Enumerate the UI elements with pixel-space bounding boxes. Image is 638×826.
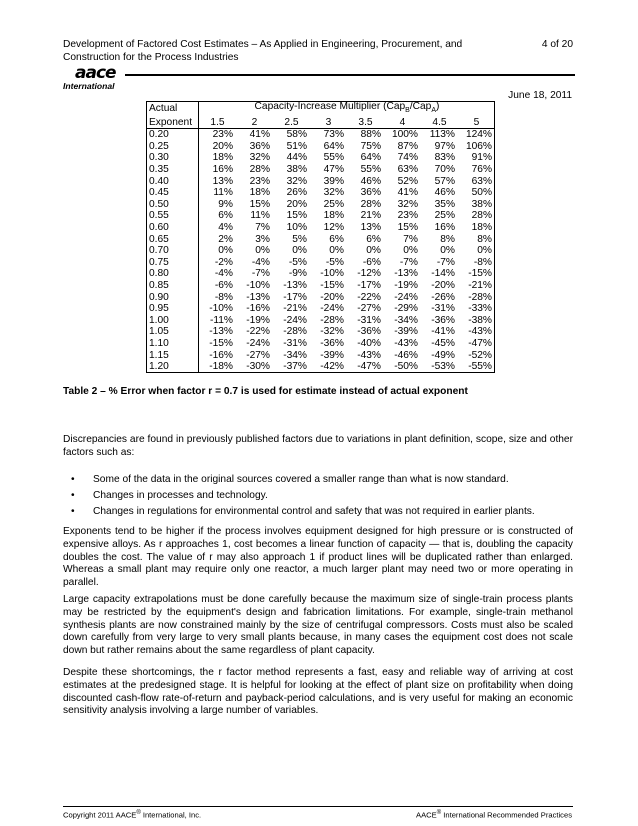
table-header-row-1 bbox=[146, 101, 495, 117]
table-row bbox=[146, 234, 495, 246]
error-cell: 0% bbox=[329, 245, 344, 257]
error-cell: -7% bbox=[399, 256, 418, 268]
error-cell: 8% bbox=[440, 233, 455, 245]
exponent-cell: 0.60 bbox=[146, 222, 199, 234]
error-cell: 20% bbox=[286, 198, 307, 210]
exponent-cell: 0.40 bbox=[146, 176, 199, 188]
exponent-cell: 0.85 bbox=[146, 280, 199, 292]
error-cell: -7% bbox=[436, 256, 455, 268]
error-cell: 87% bbox=[397, 140, 418, 152]
logo-subtitle: International bbox=[63, 81, 115, 91]
table-row bbox=[146, 152, 495, 164]
multiplier-header: 2 bbox=[236, 117, 273, 129]
multiplier-header: 3 bbox=[310, 117, 347, 129]
error-cell: 18% bbox=[249, 187, 270, 199]
error-cell: -20% bbox=[431, 279, 455, 291]
table-row bbox=[146, 361, 495, 373]
error-cell: -39% bbox=[320, 349, 344, 361]
error-cell: -24% bbox=[246, 337, 270, 349]
error-cell: -11% bbox=[209, 314, 233, 326]
table-row bbox=[146, 350, 495, 362]
error-cell: 32% bbox=[249, 152, 270, 164]
error-cell: 23% bbox=[249, 175, 270, 187]
error-cell: -18% bbox=[209, 361, 233, 373]
error-cell: 25% bbox=[323, 198, 344, 210]
error-cell: 23% bbox=[212, 129, 233, 141]
error-cell: -6% bbox=[214, 279, 233, 291]
error-cell: 9% bbox=[218, 198, 233, 210]
error-cell: 73% bbox=[323, 129, 344, 141]
table-row bbox=[146, 199, 495, 211]
error-table-container bbox=[146, 101, 495, 373]
error-cell: 32% bbox=[286, 175, 307, 187]
multiplier-header: 5 bbox=[458, 117, 495, 129]
error-cell: -19% bbox=[394, 279, 418, 291]
error-cell: -34% bbox=[283, 349, 307, 361]
error-cell: 26% bbox=[286, 187, 307, 199]
error-cell: -36% bbox=[431, 314, 455, 326]
error-cell: -17% bbox=[357, 279, 381, 291]
exponent-cell: 0.65 bbox=[146, 234, 199, 246]
exponent-cell: 0.50 bbox=[146, 199, 199, 211]
error-cell: 0% bbox=[440, 245, 455, 257]
table-caption: Table 2 – % Error when factor r = 0.7 is used for estimate instead of actual exponent bbox=[63, 386, 468, 397]
error-cell: 55% bbox=[323, 152, 344, 164]
error-cell: -29% bbox=[394, 303, 418, 315]
table-row bbox=[146, 292, 495, 304]
exponent-cell: 0.25 bbox=[146, 141, 199, 153]
table-row bbox=[146, 315, 495, 327]
error-cell: -28% bbox=[468, 291, 492, 303]
error-cell: 16% bbox=[212, 164, 233, 175]
error-cell: -13% bbox=[283, 279, 307, 291]
exponent-cell: 0.20 bbox=[146, 129, 199, 141]
table-row bbox=[146, 245, 495, 257]
paragraph-2: Exponents tend to be higher if the process involves equipment designed for high pressure or is constructed of expensive alloys. As r approaches 1, cost becomes a linear function of capacity — that is, doubling the capacity doubles the cost. The value of r may also approach 1 if product lines will be duplicated rather than enlarged. Whereas a small plant may require only one reactor, a much larger plant may need two or more operating in parallel. bbox=[63, 526, 573, 589]
error-cell: 35% bbox=[434, 198, 455, 210]
table-row bbox=[146, 164, 495, 176]
error-cell: 36% bbox=[249, 140, 270, 152]
error-cell: -4% bbox=[214, 268, 233, 280]
page-number: 4 of 20 bbox=[541, 39, 573, 50]
error-cell: 11% bbox=[213, 187, 233, 199]
error-cell: -43% bbox=[394, 337, 418, 349]
error-cell: 76% bbox=[471, 164, 492, 175]
error-cell: 20% bbox=[212, 140, 233, 152]
error-cell: 12% bbox=[323, 221, 344, 233]
error-cell: 0% bbox=[218, 245, 233, 257]
error-cell: 70% bbox=[434, 164, 455, 175]
error-cell: -49% bbox=[431, 349, 455, 361]
error-cell: -21% bbox=[468, 279, 492, 291]
error-cell: -34% bbox=[394, 314, 418, 326]
error-cell: -33% bbox=[468, 303, 492, 315]
table-row bbox=[146, 187, 495, 199]
error-cell: -36% bbox=[357, 326, 381, 338]
table-row bbox=[146, 129, 495, 141]
error-cell: -2% bbox=[214, 256, 233, 268]
document-title: Development of Factored Cost Estimates – As Applied in Engineering, Procurement, and Construction for the Process Industries bbox=[63, 39, 463, 63]
error-cell: 28% bbox=[471, 210, 492, 222]
error-cell: -13% bbox=[246, 291, 270, 303]
error-cell: -5% bbox=[325, 256, 344, 268]
error-cell: -40% bbox=[357, 337, 381, 349]
error-cell: 100% bbox=[391, 129, 418, 141]
error-cell: 15% bbox=[397, 221, 418, 233]
table-header-row-2 bbox=[146, 117, 495, 129]
error-cell: 91% bbox=[471, 152, 492, 164]
list-item: • Changes in regulations for environmental control and safety that was not required in earlier plants. bbox=[71, 506, 535, 517]
error-cell: -31% bbox=[357, 314, 381, 326]
error-cell: 51% bbox=[286, 140, 307, 152]
footer-copyright: Copyright 2011 AACE® International, Inc. bbox=[63, 810, 202, 820]
error-cell: -39% bbox=[394, 326, 418, 338]
error-cell: 6% bbox=[329, 233, 344, 245]
error-cell: 0% bbox=[255, 245, 270, 257]
error-cell: -10% bbox=[320, 268, 344, 280]
error-cell: 0% bbox=[403, 245, 418, 257]
error-cell: -28% bbox=[283, 326, 307, 338]
exponent-cell: 1.00 bbox=[146, 315, 199, 327]
error-cell: -31% bbox=[431, 303, 455, 315]
multiplier-header: 2.5 bbox=[273, 117, 310, 129]
table-row bbox=[146, 326, 495, 338]
error-cell: 21% bbox=[360, 210, 381, 222]
error-cell: 57% bbox=[434, 175, 455, 187]
error-cell: -15% bbox=[320, 279, 344, 291]
error-cell: 63% bbox=[471, 175, 492, 187]
error-cell: 28% bbox=[360, 198, 381, 210]
page-header bbox=[63, 38, 573, 64]
logo-wordmark: aace bbox=[75, 63, 116, 83]
error-cell: 15% bbox=[286, 210, 307, 222]
error-cell: -10% bbox=[246, 279, 270, 291]
error-cell: 10% bbox=[286, 221, 307, 233]
table-row bbox=[146, 222, 495, 234]
error-cell: 50% bbox=[471, 187, 492, 199]
error-cell: -13% bbox=[209, 326, 233, 338]
error-cell: -5% bbox=[288, 256, 307, 268]
error-cell: 41% bbox=[249, 129, 270, 141]
error-cell: 97% bbox=[434, 140, 455, 152]
footer-rule bbox=[63, 806, 573, 807]
paragraph-3: Large capacity extrapolations must be done carefully because the maximum size of single-train process plants may be restricted by the equipment's design and fabrication limitations. For example, single-train methanol synthesis plants are now constrained mainly by the size of centrifugal compressors. Costs must also be scaled down carefully from very large to very small plants because, in many cases the equipment cost does not scale down but rather remains about the same regardless of plant capacity. bbox=[63, 594, 573, 657]
error-cell: 64% bbox=[323, 140, 344, 152]
error-cell: 64% bbox=[360, 152, 381, 164]
error-cell: -37% bbox=[283, 361, 307, 373]
error-cell: -14% bbox=[431, 268, 455, 280]
error-cell: 5% bbox=[292, 233, 307, 245]
error-cell: -43% bbox=[357, 349, 381, 361]
error-cell: 46% bbox=[360, 175, 381, 187]
exponent-cell: 1.15 bbox=[146, 350, 199, 362]
error-table bbox=[146, 101, 495, 373]
aace-logo bbox=[63, 63, 133, 92]
error-cell: -19% bbox=[246, 314, 270, 326]
error-cell: -22% bbox=[357, 291, 381, 303]
error-cell: 3% bbox=[255, 233, 270, 245]
error-cell: 6% bbox=[218, 210, 233, 222]
multiplier-header: 1.5 bbox=[199, 117, 237, 129]
error-cell: 23% bbox=[397, 210, 418, 222]
error-cell: -10% bbox=[209, 303, 233, 315]
error-cell: 0% bbox=[366, 245, 381, 257]
error-cell: 15% bbox=[249, 198, 270, 210]
error-cell: 18% bbox=[471, 221, 492, 233]
error-cell: -47% bbox=[357, 361, 381, 373]
error-cell: -27% bbox=[246, 349, 270, 361]
capacity-multiplier-header: Capacity-Increase Multiplier (Cap$_B$/Cap$_A$) bbox=[254, 101, 440, 115]
error-cell: 55% bbox=[360, 164, 381, 175]
error-cell: -16% bbox=[209, 349, 233, 361]
error-cell: -27% bbox=[357, 303, 381, 315]
error-cell: 75% bbox=[360, 140, 381, 152]
error-cell: -17% bbox=[283, 291, 307, 303]
error-cell: -53% bbox=[431, 361, 455, 373]
exponent-cell: 0.80 bbox=[146, 268, 199, 280]
error-cell: 7% bbox=[255, 221, 270, 233]
error-cell: 74% bbox=[397, 152, 418, 164]
paragraph-1: Discrepancies are found in previously published factors due to variations in plant definition, scope, size and other factors such as: bbox=[63, 434, 573, 458]
error-cell: 0% bbox=[292, 245, 307, 257]
error-cell: -13% bbox=[394, 268, 418, 280]
error-cell: -24% bbox=[283, 314, 307, 326]
error-cell: -47% bbox=[468, 337, 492, 349]
error-cell: -6% bbox=[362, 256, 381, 268]
footer-series: AACE® International Recommended Practices bbox=[416, 810, 572, 820]
error-cell: 18% bbox=[323, 210, 344, 222]
document-date: June 18, 2011 bbox=[508, 90, 572, 101]
table-row bbox=[146, 210, 495, 222]
list-item: • Some of the data in the original sources covered a smaller range than what is now standard. bbox=[71, 474, 509, 485]
error-cell: 32% bbox=[323, 187, 344, 199]
error-cell: 83% bbox=[434, 152, 455, 164]
error-cell: 6% bbox=[366, 233, 381, 245]
error-cell: -32% bbox=[320, 326, 344, 338]
error-cell: -22% bbox=[246, 326, 270, 338]
error-cell: 113% bbox=[429, 129, 455, 141]
error-cell: 88% bbox=[360, 129, 381, 141]
error-cell: 18% bbox=[212, 152, 233, 164]
exponent-cell: 1.10 bbox=[146, 338, 199, 350]
error-cell: -24% bbox=[394, 291, 418, 303]
error-cell: 36% bbox=[360, 187, 381, 199]
col-label-actual: Actual bbox=[146, 101, 199, 117]
table-row bbox=[146, 176, 495, 188]
multiplier-header: 4.5 bbox=[421, 117, 458, 129]
error-cell: -15% bbox=[209, 337, 233, 349]
exponent-cell: 1.05 bbox=[146, 326, 199, 338]
error-cell: 124% bbox=[465, 129, 492, 141]
exponent-cell: 1.20 bbox=[146, 361, 199, 373]
error-cell: -26% bbox=[431, 291, 455, 303]
col-label-exponent: Exponent bbox=[146, 117, 199, 129]
paragraph-4: Despite these shortcomings, the r factor method represents a fast, easy and reliable way of arriving at cost estimates at the predesigned stage. It is helpful for looking at the effect of plant size on profitability when doing discounted cash-flow rate-of-return and payback-period calculations, and is very useful for making an economic sensitivity analysis involving a large number of variables. bbox=[63, 667, 573, 717]
error-cell: 2% bbox=[218, 233, 233, 245]
header-rule bbox=[125, 74, 575, 76]
error-cell: 63% bbox=[397, 164, 418, 175]
error-cell: -43% bbox=[468, 326, 492, 338]
error-cell: -21% bbox=[283, 303, 307, 315]
error-cell: -41% bbox=[431, 326, 455, 338]
error-cell: -42% bbox=[320, 361, 344, 373]
error-cell: -20% bbox=[320, 291, 344, 303]
error-cell: 32% bbox=[397, 198, 418, 210]
exponent-cell: 0.70 bbox=[146, 245, 199, 257]
error-cell: 7% bbox=[403, 233, 418, 245]
exponent-cell: 0.55 bbox=[146, 210, 199, 222]
multiplier-header: 4 bbox=[384, 117, 421, 129]
bullet-list bbox=[63, 474, 573, 522]
error-cell: 44% bbox=[286, 152, 307, 164]
exponent-cell: 0.35 bbox=[146, 164, 199, 176]
exponent-cell: 0.45 bbox=[146, 187, 199, 199]
list-item: • Changes in processes and technology. bbox=[71, 490, 268, 501]
error-cell: 28% bbox=[249, 164, 270, 175]
error-cell: 11% bbox=[250, 210, 270, 222]
table-row bbox=[146, 268, 495, 280]
error-cell: 8% bbox=[477, 233, 492, 245]
error-cell: -31% bbox=[283, 337, 307, 349]
error-cell: 0% bbox=[477, 245, 492, 257]
table-row bbox=[146, 338, 495, 350]
error-cell: 46% bbox=[434, 187, 455, 199]
error-cell: -8% bbox=[473, 256, 492, 268]
error-cell: -45% bbox=[431, 337, 455, 349]
error-cell: -12% bbox=[357, 268, 381, 280]
error-cell: -36% bbox=[320, 337, 344, 349]
error-cell: 58% bbox=[286, 129, 307, 141]
error-cell: -9% bbox=[288, 268, 307, 280]
error-cell: 52% bbox=[397, 175, 418, 187]
error-cell: 39% bbox=[323, 175, 344, 187]
error-cell: -50% bbox=[394, 361, 418, 373]
error-cell: -4% bbox=[251, 256, 270, 268]
exponent-cell: 0.75 bbox=[146, 257, 199, 269]
error-cell: -24% bbox=[320, 303, 344, 315]
error-cell: -8% bbox=[214, 291, 233, 303]
table-row bbox=[146, 280, 495, 292]
error-cell: 106% bbox=[465, 140, 492, 152]
exponent-cell: 0.95 bbox=[146, 303, 199, 315]
error-cell: -7% bbox=[251, 268, 270, 280]
error-cell: -30% bbox=[246, 361, 270, 373]
error-cell: 4% bbox=[218, 221, 233, 233]
error-cell: -38% bbox=[468, 314, 492, 326]
table-row bbox=[146, 141, 495, 153]
error-cell: -28% bbox=[320, 314, 344, 326]
error-cell: 13% bbox=[360, 221, 381, 233]
multiplier-header: 3.5 bbox=[347, 117, 384, 129]
error-cell: 38% bbox=[471, 198, 492, 210]
table-row bbox=[146, 303, 495, 315]
error-cell: 38% bbox=[286, 164, 307, 175]
error-cell: 41% bbox=[397, 187, 418, 199]
error-cell: 13% bbox=[212, 175, 233, 187]
error-cell: -52% bbox=[468, 349, 492, 361]
error-cell: 16% bbox=[434, 221, 455, 233]
error-cell: -16% bbox=[246, 303, 270, 315]
exponent-cell: 0.30 bbox=[146, 152, 199, 164]
table-row bbox=[146, 257, 495, 269]
error-cell: -55% bbox=[468, 361, 492, 373]
error-cell: 47% bbox=[323, 164, 344, 175]
error-cell: 25% bbox=[434, 210, 455, 222]
exponent-cell: 0.90 bbox=[146, 292, 199, 304]
error-cell: -46% bbox=[394, 349, 418, 361]
error-cell: -15% bbox=[468, 268, 492, 280]
